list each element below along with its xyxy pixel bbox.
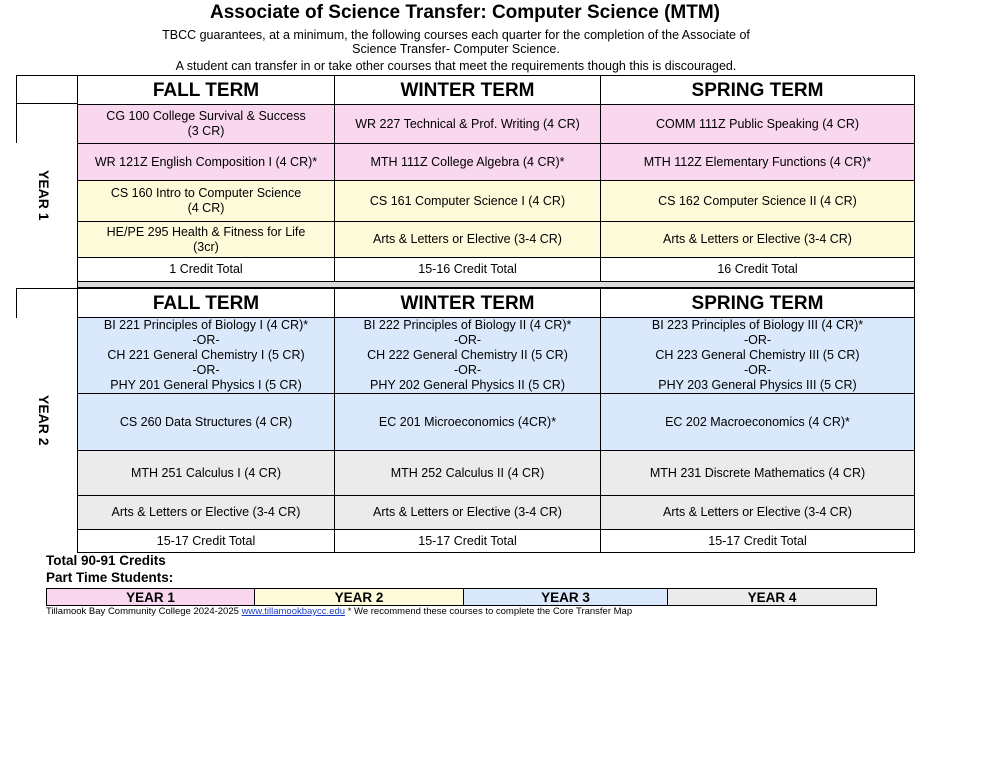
course-cell: Arts & Letters or Elective (3-4 CR) [335,496,601,530]
course-cell: HE/PE 295 Health & Fitness for Life (3cr) [78,222,335,258]
credit-total-cell: 15-17 Credit Total [78,530,335,553]
year2-winter-header: WINTER TERM [335,289,601,318]
course-cell: BI 223 Principles of Biology III (4 CR)* -OR- CH 223 General Chemistry III (5 CR) -OR- PHY 203 General Physics III (5 CR) [601,318,915,394]
course-cell: Arts & Letters or Elective (3-4 CR) [78,496,335,530]
year1-winter-header: WINTER TERM [335,76,601,105]
footer [46,606,632,617]
intro-line-3: A student can transfer in or take other courses that meet the requirements though this is discouraged. [175,59,737,73]
course-cell: BI 221 Principles of Biology I (4 CR)* -OR- CH 221 General Chemistry I (5 CR) -OR- PHY 201 General Physics I (5 CR) [78,318,335,394]
course-cell: MTH 252 Calculus II (4 CR) [335,451,601,496]
total-credits: Total 90-91 Credits [46,553,166,568]
course-cell: Arts & Letters or Elective (3-4 CR) [601,496,915,530]
legend-year-1: YEAR 1 [47,589,255,606]
course-cell: MTH 112Z Elementary Functions (4 CR)* [601,144,915,181]
course-cell: MTH 251 Calculus I (4 CR) [78,451,335,496]
course-cell: WR 227 Technical & Prof. Writing (4 CR) [335,105,601,144]
year1-schedule-table [77,75,915,288]
year2-schedule-table [77,288,915,553]
year2-label-top-border [16,288,78,289]
footer-note: * We recommend these courses to complete the Core Transfer Map [347,606,633,617]
year2-label: YEAR 2 [36,395,52,446]
intro-line-2: Science Transfer- Computer Science. [352,42,560,56]
course-cell: Arts & Letters or Elective (3-4 CR) [335,222,601,258]
year-separator [78,282,915,288]
year1-spring-header: SPRING TERM [601,76,915,105]
footer-college: Tillamook Bay Community College 2024-2025 [46,606,239,617]
legend-year-3: YEAR 3 [464,589,668,606]
course-cell: CG 100 College Survival & Success (3 CR) [78,105,335,144]
course-cell: MTH 111Z College Algebra (4 CR)* [335,144,601,181]
credit-total-cell: 15-17 Credit Total [601,530,915,553]
year1-label-left-border [16,75,17,143]
course-cell: CS 161 Computer Science I (4 CR) [335,181,601,222]
course-cell: COMM 111Z Public Speaking (4 CR) [601,105,915,144]
credit-total-cell: 16 Credit Total [601,258,915,282]
course-cell: Arts & Letters or Elective (3-4 CR) [601,222,915,258]
part-time-year-legend [46,588,877,606]
college-website-link[interactable]: www.tillamookbaycc.edu [241,606,346,617]
credit-total-cell: 15-16 Credit Total [335,258,601,282]
course-cell: MTH 231 Discrete Mathematics (4 CR) [601,451,915,496]
course-cell: BI 222 Principles of Biology II (4 CR)* -OR- CH 222 General Chemistry II (5 CR) -OR- PHY 202 General Physics II (5 CR) [335,318,601,394]
page-title: Associate of Science Transfer: Computer Science (MTM) [210,2,720,23]
year1-fall-header: FALL TERM [78,76,335,105]
year1-header-bottom-border [16,103,78,104]
year1-label: YEAR 1 [36,170,52,221]
course-cell: EC 201 Microeconomics (4CR)* [335,394,601,451]
year2-fall-header: FALL TERM [78,289,335,318]
legend-year-2: YEAR 2 [255,589,464,606]
course-cell: CS 260 Data Structures (4 CR) [78,394,335,451]
part-time-label: Part Time Students: [46,570,174,585]
year2-label-left-border [16,288,17,318]
course-cell: EC 202 Macroeconomics (4 CR)* [601,394,915,451]
legend-year-4: YEAR 4 [668,589,877,606]
year2-spring-header: SPRING TERM [601,289,915,318]
credit-total-cell: 1 Credit Total [78,258,335,282]
course-cell: CS 160 Intro to Computer Science (4 CR) [78,181,335,222]
intro-line-1: TBCC guarantees, at a minimum, the following courses each quarter for the completion of the Associate of [162,28,750,42]
course-cell: WR 121Z English Composition I (4 CR)* [78,144,335,181]
course-cell: CS 162 Computer Science II (4 CR) [601,181,915,222]
credit-total-cell: 15-17 Credit Total [335,530,601,553]
year1-label-top-border [16,75,78,76]
